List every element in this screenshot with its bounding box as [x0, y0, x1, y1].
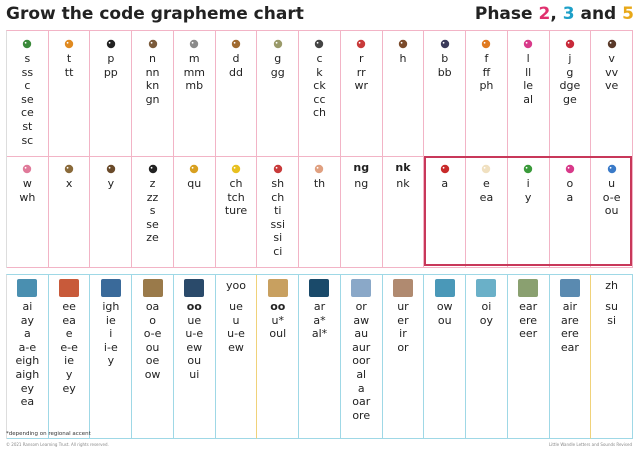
grapheme: ssi — [270, 217, 286, 231]
bat-icon — [438, 36, 452, 50]
row2-cell — [174, 156, 216, 268]
grapheme-list — [65, 52, 74, 79]
grapheme: ai — [22, 300, 33, 313]
credit: Little Wandle Letters and Sounds Revised — [549, 442, 632, 447]
grapheme-list — [66, 177, 73, 191]
grapheme: ff — [482, 65, 491, 79]
cat-icon — [312, 36, 326, 50]
cell-head: oo — [186, 300, 202, 313]
grapheme: a-e — [18, 340, 37, 354]
grapheme: gg — [270, 65, 285, 79]
grapheme: y — [107, 177, 115, 190]
grapheme: zz — [146, 190, 159, 204]
grapheme: ou — [145, 340, 160, 354]
grapheme-list — [102, 300, 119, 368]
grapheme: u-e — [227, 327, 245, 341]
phase-comma: , — [550, 4, 563, 24]
grapheme: mb — [185, 79, 204, 93]
grapheme: ch — [271, 190, 285, 204]
row1-cell — [132, 31, 174, 157]
grapheme: ue — [187, 313, 202, 327]
phase-and: and — [574, 4, 623, 24]
grapheme: or — [397, 340, 409, 354]
grapheme: d — [232, 52, 240, 65]
apple-icon — [438, 161, 452, 175]
grapheme: u* — [271, 313, 284, 327]
grapheme: a — [23, 327, 31, 341]
picture-icon — [101, 279, 121, 297]
grapheme: se — [146, 217, 159, 231]
grapheme: ti — [274, 204, 282, 218]
grapheme: ze — [146, 231, 159, 245]
row3-cell — [174, 275, 216, 439]
grapheme: ll — [525, 65, 532, 79]
grapheme: ui — [189, 367, 200, 381]
grapheme-list — [479, 52, 493, 93]
grapheme: u — [608, 177, 616, 190]
grapheme: ci — [273, 244, 283, 258]
grapheme: ore — [352, 408, 371, 422]
grapheme-list — [519, 300, 537, 341]
goat-icon — [271, 36, 285, 50]
ship-icon — [271, 161, 285, 175]
grapheme: st — [22, 119, 33, 133]
grapheme: nn — [145, 65, 160, 79]
grapheme: pp — [103, 65, 118, 79]
grapheme: a — [441, 177, 449, 190]
grapheme: ow — [144, 367, 161, 381]
grapheme: t — [66, 52, 72, 65]
yak-icon — [104, 161, 118, 175]
row2-cell — [383, 156, 425, 268]
grapheme-list — [397, 300, 409, 354]
grapheme: ow — [436, 300, 453, 313]
grapheme-list — [104, 52, 118, 79]
grapheme: ture — [224, 204, 248, 218]
chick-icon — [229, 161, 243, 175]
grapheme: rr — [356, 65, 366, 79]
row2-cell — [550, 156, 592, 268]
row2-cell — [216, 156, 258, 268]
grapheme: aw — [353, 313, 370, 327]
row2-cell — [49, 156, 91, 268]
picture-icon — [59, 279, 79, 297]
row1-cell — [424, 31, 466, 157]
phase-label — [475, 4, 634, 24]
grapheme: e-e — [60, 340, 78, 354]
grapheme-list — [396, 177, 409, 191]
grapheme: ere — [519, 313, 538, 327]
row1-cell — [508, 31, 550, 157]
grapheme-list — [560, 52, 581, 106]
phase-3: 3 — [562, 4, 575, 24]
tiger-icon — [62, 36, 76, 50]
vulture-icon — [605, 36, 619, 50]
grapheme: e — [65, 327, 73, 341]
grapheme: c — [316, 52, 323, 65]
grapheme-list — [480, 300, 493, 327]
grapheme: u — [232, 313, 240, 327]
grapheme-list — [312, 300, 327, 341]
grapheme: o — [566, 177, 574, 190]
grapheme: o — [149, 313, 156, 327]
grapheme: ew — [186, 340, 203, 354]
grapheme: u-e — [185, 327, 204, 341]
grapheme-list — [605, 52, 618, 93]
row1-cell — [550, 31, 592, 157]
grapheme: cc — [313, 92, 326, 106]
grapheme: ey — [62, 381, 76, 395]
row3-cell — [550, 275, 592, 439]
grapheme: wh — [19, 190, 36, 204]
grapheme: qu — [187, 177, 202, 190]
grapheme: k — [316, 65, 323, 79]
grapheme: ey — [20, 381, 34, 395]
grapheme-list — [313, 52, 326, 120]
row2-cell — [591, 156, 633, 268]
grapheme-list — [523, 52, 533, 106]
chart-title: Grow the code grapheme chart — [6, 4, 304, 24]
grapheme: ea — [479, 190, 494, 204]
row1-cell — [383, 31, 425, 157]
row1-cell — [257, 31, 299, 157]
grapheme: p — [107, 52, 115, 65]
grapheme: ch — [229, 177, 243, 190]
row3-cell — [7, 275, 49, 439]
grapheme-list — [438, 52, 452, 79]
picture-icon — [351, 279, 371, 297]
row3-cell — [257, 275, 299, 439]
grapheme: ve — [604, 79, 619, 93]
grapheme: eer — [519, 327, 538, 341]
grapheme-list — [185, 314, 203, 382]
grapheme-list — [441, 177, 448, 191]
grapheme: eigh — [15, 354, 40, 368]
picture-icon — [476, 279, 496, 297]
grapheme: ou — [604, 204, 619, 218]
row1-cell — [90, 31, 132, 157]
row1-cell — [7, 31, 49, 157]
grapheme: oa — [145, 300, 160, 313]
grapheme: a — [566, 190, 574, 204]
grapheme: wr — [354, 79, 368, 93]
cell-head: yoo — [226, 279, 247, 292]
grapheme-list — [229, 52, 243, 79]
grapheme: er — [397, 313, 409, 327]
cell-head: nk — [395, 161, 411, 174]
grapheme: oy — [479, 313, 494, 327]
grapheme-list — [60, 300, 78, 395]
row3-cell — [90, 275, 132, 439]
grapheme: ou — [437, 313, 452, 327]
grapheme: ay — [20, 313, 34, 327]
grapheme: ie — [105, 313, 116, 327]
grapheme: ge — [563, 92, 577, 106]
row3-cell — [299, 275, 341, 439]
phase-3-5-row — [6, 274, 633, 439]
net-icon — [146, 36, 160, 50]
octopus-icon — [563, 161, 577, 175]
grapheme: mm — [183, 65, 205, 79]
grapheme: n — [149, 52, 157, 65]
grapheme-list — [227, 300, 245, 354]
grapheme: y — [65, 367, 73, 381]
grapheme: e — [483, 177, 490, 190]
grapheme: ue — [229, 300, 243, 313]
grapheme: i — [109, 327, 113, 341]
grapheme: o-e — [143, 327, 162, 341]
grapheme: gn — [145, 92, 160, 106]
grapheme-list — [354, 177, 368, 191]
grapheme: ck — [313, 79, 326, 93]
row3-cell — [591, 275, 633, 439]
box-icon — [62, 161, 76, 175]
row3-cell — [216, 275, 258, 439]
grapheme-list — [144, 300, 162, 382]
row3-cell — [49, 275, 91, 439]
grapheme: b — [441, 52, 449, 65]
grapheme: a — [357, 381, 365, 395]
grapheme: dd — [229, 65, 243, 79]
phase-2: 2 — [538, 4, 551, 24]
grapheme-list — [314, 177, 325, 191]
grapheme: ph — [479, 79, 494, 93]
phase-5: 5 — [622, 4, 634, 24]
grapheme: dge — [559, 79, 581, 93]
picture-icon — [268, 279, 288, 297]
grapheme: igh — [102, 300, 120, 313]
grapheme-list — [271, 52, 285, 79]
cell-head: zh — [605, 279, 618, 292]
grapheme: y — [107, 354, 115, 368]
row2-cell — [466, 156, 508, 268]
grapheme: ea — [62, 313, 76, 327]
grapheme: s — [149, 204, 156, 218]
row2-cell — [132, 156, 174, 268]
cell-head: ng — [353, 161, 370, 174]
picture-icon — [184, 279, 204, 297]
grapheme: ir — [399, 327, 407, 341]
grapheme-list — [603, 177, 621, 218]
snake-icon — [20, 36, 34, 50]
grapheme: vv — [605, 65, 619, 79]
grapheme: nk — [396, 177, 410, 190]
grapheme: ar — [313, 300, 326, 313]
robot-icon — [354, 36, 368, 50]
copyright: © 2021 Ransom Learning Trust. All rights reserved. — [6, 442, 109, 447]
grapheme: w — [22, 177, 32, 190]
row1-cell — [341, 31, 383, 157]
penguin-icon — [104, 36, 118, 50]
grapheme-list — [21, 52, 34, 147]
grapheme-list — [15, 300, 39, 409]
grapheme: l — [526, 52, 530, 65]
grapheme: aur — [352, 340, 371, 354]
grapheme: g — [274, 52, 282, 65]
row1-cell — [466, 31, 508, 157]
row1-cell — [299, 31, 341, 157]
row2-cell — [299, 156, 341, 268]
grapheme-list — [187, 177, 201, 191]
grapheme: are — [560, 313, 579, 327]
row3-cell — [132, 275, 174, 439]
thumb-icon — [312, 161, 326, 175]
grapheme: su — [605, 300, 618, 313]
grapheme: c — [24, 79, 31, 93]
phase-2-row-1 — [6, 30, 633, 157]
row3-cell — [466, 275, 508, 439]
grapheme-list — [437, 300, 453, 327]
grapheme: z — [149, 177, 156, 190]
grapheme: g — [566, 65, 574, 79]
row2-cell — [508, 156, 550, 268]
grapheme: v — [608, 52, 615, 65]
grapheme: le — [523, 79, 534, 93]
grapheme: ce — [20, 106, 34, 120]
grapheme: oar — [352, 395, 371, 409]
grapheme-list — [480, 177, 494, 204]
umbrella-icon — [605, 161, 619, 175]
grapheme-list — [605, 300, 618, 327]
horse-icon — [396, 36, 410, 50]
grapheme: ch — [312, 106, 326, 120]
grapheme: y — [524, 190, 532, 204]
grapheme: ea — [20, 395, 35, 409]
grapheme: al — [523, 92, 534, 106]
grapheme: ou — [187, 354, 202, 368]
row2-cell — [7, 156, 49, 268]
phase-2-3-row-2 — [6, 156, 633, 268]
grapheme: oe — [145, 354, 160, 368]
grapheme: a* — [313, 313, 326, 327]
row3-cell — [341, 275, 383, 439]
grapheme: ng — [354, 177, 369, 190]
cell-head: oo — [270, 300, 286, 313]
grapheme: m — [188, 52, 200, 65]
grapheme: ere — [560, 327, 579, 341]
grapheme: kn — [145, 79, 160, 93]
grapheme-list — [225, 177, 247, 218]
grapheme: ie — [64, 354, 74, 368]
grapheme: x — [65, 177, 73, 190]
grapheme: aigh — [15, 367, 40, 381]
grapheme: or — [355, 300, 367, 313]
row1-cell — [591, 31, 633, 157]
grapheme-list — [184, 52, 205, 93]
row1-cell — [216, 31, 258, 157]
row1-cell — [49, 31, 91, 157]
grapheme-list — [269, 314, 286, 341]
footnote: *depending on regional accent — [6, 431, 91, 437]
grapheme-list — [567, 177, 574, 204]
grapheme-list — [146, 52, 160, 106]
grapheme: h — [399, 52, 407, 65]
row2-cell — [341, 156, 383, 268]
row2-cell — [90, 156, 132, 268]
lolly-icon — [521, 36, 535, 50]
picture-icon — [435, 279, 455, 297]
grapheme: i — [526, 177, 530, 190]
grapheme: th — [313, 177, 326, 190]
grapheme: sh — [271, 177, 285, 190]
grapheme-list — [352, 300, 370, 422]
phase-prefix: Phase — [474, 4, 539, 24]
grapheme: ur — [397, 300, 409, 313]
row2-cell — [257, 156, 299, 268]
grapheme-list — [561, 300, 579, 354]
mouse-icon — [187, 36, 201, 50]
fish-icon — [479, 36, 493, 50]
grapheme: s — [24, 52, 31, 65]
grapheme: bb — [437, 65, 452, 79]
grapheme-list — [354, 52, 368, 93]
picture-icon — [309, 279, 329, 297]
queen-icon — [187, 161, 201, 175]
grapheme: f — [484, 52, 489, 65]
grapheme: se — [21, 92, 34, 106]
grapheme-list — [108, 177, 115, 191]
dog-icon — [229, 36, 243, 50]
row1-cell — [174, 31, 216, 157]
grapheme: tt — [64, 65, 74, 79]
grapheme: al — [356, 367, 367, 381]
grapheme: ee — [62, 300, 76, 313]
row3-cell — [508, 275, 550, 439]
grapheme: o-e — [602, 190, 621, 204]
row3-cell — [424, 275, 466, 439]
grapheme: i-e — [103, 340, 118, 354]
grapheme-list — [270, 177, 285, 259]
grapheme-list — [525, 177, 532, 204]
grapheme: r — [358, 52, 364, 65]
grapheme: air — [562, 300, 578, 313]
grapheme: oi — [481, 300, 492, 313]
grapheme: si — [273, 231, 283, 245]
picture-icon — [393, 279, 413, 297]
insect-icon — [521, 161, 535, 175]
grapheme: ear — [560, 340, 579, 354]
grapheme: ew — [228, 340, 244, 354]
grapheme-list — [399, 52, 406, 66]
grapheme-list — [146, 177, 159, 245]
grapheme: al* — [311, 327, 328, 341]
picture-icon — [143, 279, 163, 297]
grapheme-list — [19, 177, 35, 204]
worm-icon — [20, 161, 34, 175]
grapheme: sc — [21, 133, 34, 147]
grapheme: j — [568, 52, 572, 65]
zebra-icon — [146, 161, 160, 175]
picture-icon — [518, 279, 538, 297]
picture-icon — [560, 279, 580, 297]
row2-cell — [424, 156, 466, 268]
grapheme: ss — [21, 65, 34, 79]
grapheme: au — [354, 327, 369, 341]
grapheme: oul — [269, 327, 287, 341]
row3-cell — [383, 275, 425, 439]
jam-icon — [563, 36, 577, 50]
grapheme: si — [607, 313, 617, 327]
grapheme: tch — [227, 190, 245, 204]
grapheme: ear — [519, 300, 538, 313]
egg-icon — [479, 161, 493, 175]
grapheme: oor — [352, 354, 371, 368]
picture-icon — [17, 279, 37, 297]
